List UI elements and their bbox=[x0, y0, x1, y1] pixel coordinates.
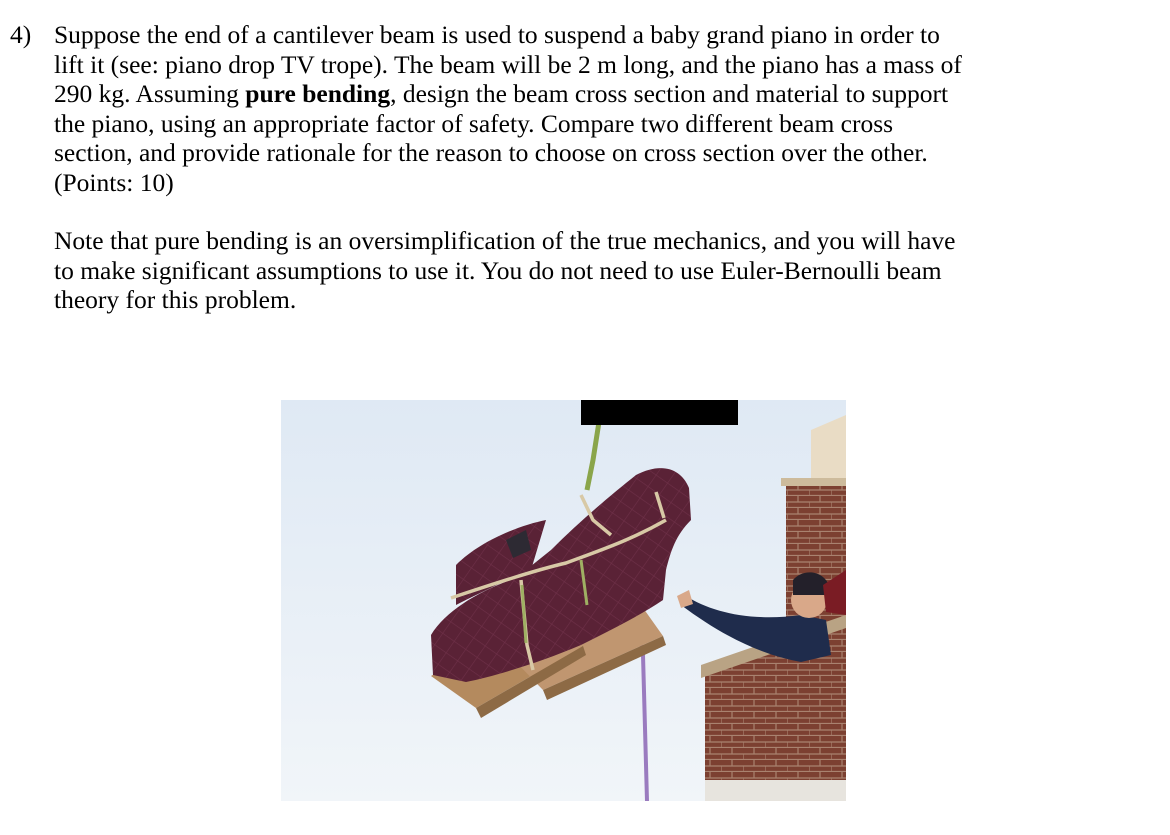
problem-number: 4) bbox=[10, 20, 32, 49]
redaction-bar bbox=[581, 400, 738, 425]
problem-statement bbox=[54, 20, 1160, 315]
statement-text: 290 kg. Assuming bbox=[54, 79, 246, 108]
note-line: to make significant assumptions to use it. You do not need to use Euler-Bernoulli beam bbox=[54, 255, 942, 285]
statement-line: lift it (see: piano drop TV trope). The beam will be 2 m long, and the piano has a mass of bbox=[54, 49, 962, 79]
statement-line: Suppose the end of a cantilever beam is used to suspend a baby grand piano in order to bbox=[54, 20, 940, 49]
statement-line: section, and provide rationale for the reason to choose on cross section over the other. bbox=[54, 138, 928, 167]
points-label: (Points: 10) bbox=[54, 167, 174, 197]
note-line: theory for this problem. bbox=[54, 285, 297, 314]
note-paragraph bbox=[54, 226, 1160, 315]
note-line: Note that pure bending is an oversimplification of the true mechanics, and you will have bbox=[54, 226, 956, 255]
statement-line bbox=[54, 79, 1160, 109]
piano-lift-photo bbox=[281, 400, 846, 801]
problem-4 bbox=[10, 20, 1160, 315]
emphasis-pure-bending: pure bending bbox=[245, 79, 391, 108]
statement-text: , design the beam cross section and material to support bbox=[390, 79, 949, 108]
statement-line: the piano, using an appropriate factor of safety. Compare two different beam cross bbox=[54, 108, 894, 138]
